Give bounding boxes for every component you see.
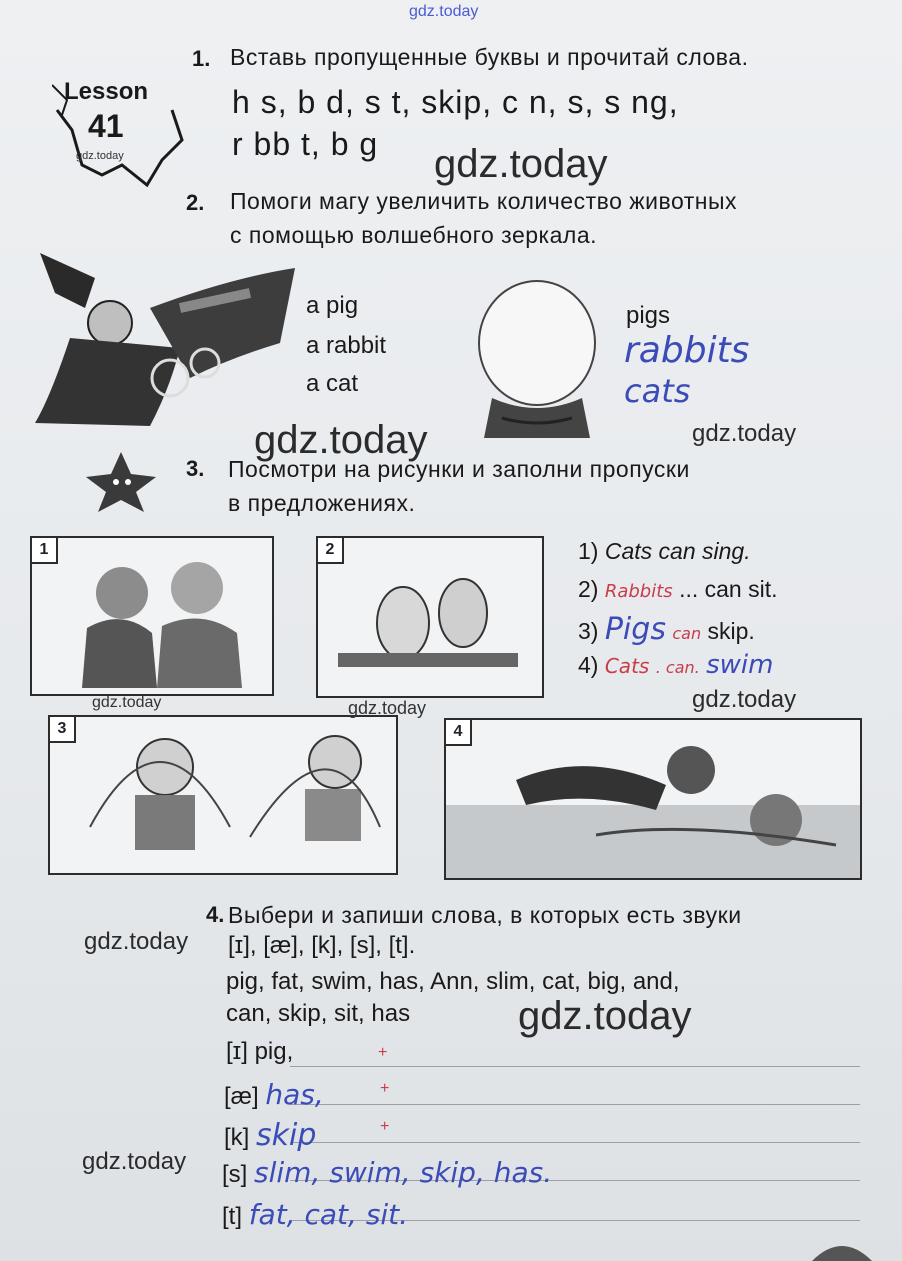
skipping-pigs-illustration xyxy=(50,717,396,873)
singular-cat: a cat xyxy=(306,370,359,397)
task3-number: 3. xyxy=(186,456,205,481)
watermark: gdz.today xyxy=(692,686,797,713)
sound-label: [t] xyxy=(222,1203,243,1230)
answer-handwritten: Rabbits xyxy=(604,581,673,602)
star-character-icon xyxy=(86,452,156,512)
frame-number: 3 xyxy=(48,715,76,743)
answer-handwritten-2: can xyxy=(672,624,702,643)
sound-row-i xyxy=(226,1038,293,1066)
picture-frame-3 xyxy=(48,715,398,875)
wizard-illustration xyxy=(30,248,300,433)
check-plus: + xyxy=(380,1080,390,1097)
task2-number: 2. xyxy=(186,190,205,215)
sentence-2 xyxy=(578,576,778,603)
watermark: gdz.today xyxy=(348,698,427,718)
picture-frame-1 xyxy=(30,536,274,696)
plural-rabbits-handwritten: rabbits xyxy=(624,330,750,371)
watermark: gdz.today xyxy=(84,928,189,955)
sentence-3 xyxy=(578,612,755,647)
answer-handwritten: Pigs xyxy=(604,612,666,647)
frame-number: 4 xyxy=(444,718,472,746)
sound-handwritten: slim, swim, skip, has. xyxy=(254,1156,553,1189)
sentence-text: ... can sit. xyxy=(679,576,778,602)
watermark: gdz.today xyxy=(434,142,608,186)
answer-handwritten-3: swim xyxy=(706,650,774,680)
ruled-line xyxy=(290,1142,860,1143)
watermark-top: gdz.today xyxy=(409,3,479,20)
task3-title-line2: в предложениях. xyxy=(228,490,416,516)
task1-words-line1: h s, b d, s t, skip, c n, s, s ng, xyxy=(232,84,679,120)
sentence-4 xyxy=(578,650,773,680)
task2-title-line1: Помоги магу увеличить количество животных xyxy=(230,188,738,214)
swimming-cats-illustration xyxy=(446,720,860,878)
sound-label: [ɪ] xyxy=(226,1038,248,1065)
sound-row-k xyxy=(224,1118,316,1153)
watermark: gdz.today xyxy=(254,418,428,462)
task3-title-line1: Посмотри на рисунки и заполни пропуски xyxy=(228,456,690,482)
lesson-number: 41 xyxy=(88,108,124,144)
page-corner-icon xyxy=(812,1236,872,1261)
sentence-number: 3) xyxy=(578,618,599,644)
singular-rabbit: a rabbit xyxy=(306,332,387,359)
task4-number: 4. xyxy=(206,902,225,927)
picture-frame-2 xyxy=(316,536,544,698)
lesson-label: Lesson xyxy=(64,78,149,105)
frame-number: 1 xyxy=(30,536,58,564)
singular-pig: a pig xyxy=(306,292,359,319)
task2-title-line2: с помощью волшебного зеркала. xyxy=(230,222,598,248)
sound-row-ae xyxy=(224,1078,324,1111)
sentence-number: 4) xyxy=(578,652,599,678)
sentence-text: skip. xyxy=(707,618,755,644)
sound-handwritten: skip xyxy=(256,1118,317,1153)
task1-words-line2: r bb t, b g xyxy=(232,126,379,162)
plural-cats-handwritten: cats xyxy=(624,372,691,410)
watermark: gdz.today xyxy=(518,994,692,1038)
sound-label: [æ] xyxy=(224,1083,259,1110)
singing-cats-illustration xyxy=(32,538,272,694)
answer-handwritten-2: . can. xyxy=(655,658,700,677)
sound-label: [k] xyxy=(224,1124,250,1151)
sentence-1 xyxy=(578,538,751,565)
ruled-line xyxy=(290,1066,860,1067)
sound-row-t xyxy=(222,1198,408,1231)
sitting-rabbits-illustration xyxy=(318,538,542,696)
answer-handwritten: Cats xyxy=(604,654,650,678)
task4-title: Выбери и запиши слова, в которых есть звуки xyxy=(228,902,742,928)
watermark: gdz.today xyxy=(92,694,162,711)
plural-pigs: pigs xyxy=(626,302,671,329)
magic-mirror-icon xyxy=(472,278,602,443)
sentence-number: 1) xyxy=(578,538,599,564)
check-plus: + xyxy=(380,1118,390,1135)
sentence-number: 2) xyxy=(578,576,599,602)
sentence-text: Cats can sing. xyxy=(604,538,751,564)
watermark: gdz.today xyxy=(692,420,797,447)
task4-words-line1: pig, fat, swim, has, Ann, slim, cat, big, and, xyxy=(226,968,680,995)
picture-frame-4 xyxy=(444,718,862,880)
sound-row-s xyxy=(222,1156,552,1189)
sound-handwritten: has, xyxy=(265,1078,324,1111)
sound-label: [s] xyxy=(222,1161,248,1188)
watermark: gdz.today xyxy=(82,1148,187,1175)
task4-sounds-line: [ɪ], [æ], [k], [s], [t]. xyxy=(228,932,416,959)
ruled-line xyxy=(290,1104,860,1105)
check-plus: + xyxy=(378,1044,388,1061)
task1-number: 1. xyxy=(192,46,211,71)
sound-handwritten: fat, cat, sit. xyxy=(248,1198,409,1231)
watermark-small: gdz.today xyxy=(76,150,124,162)
sound-printed: pig, xyxy=(254,1038,294,1065)
task4-words-line2: can, skip, sit, has xyxy=(226,1000,411,1027)
frame-number: 2 xyxy=(316,536,344,564)
task1-title: Вставь пропущенные буквы и прочитай слова. xyxy=(230,44,749,70)
